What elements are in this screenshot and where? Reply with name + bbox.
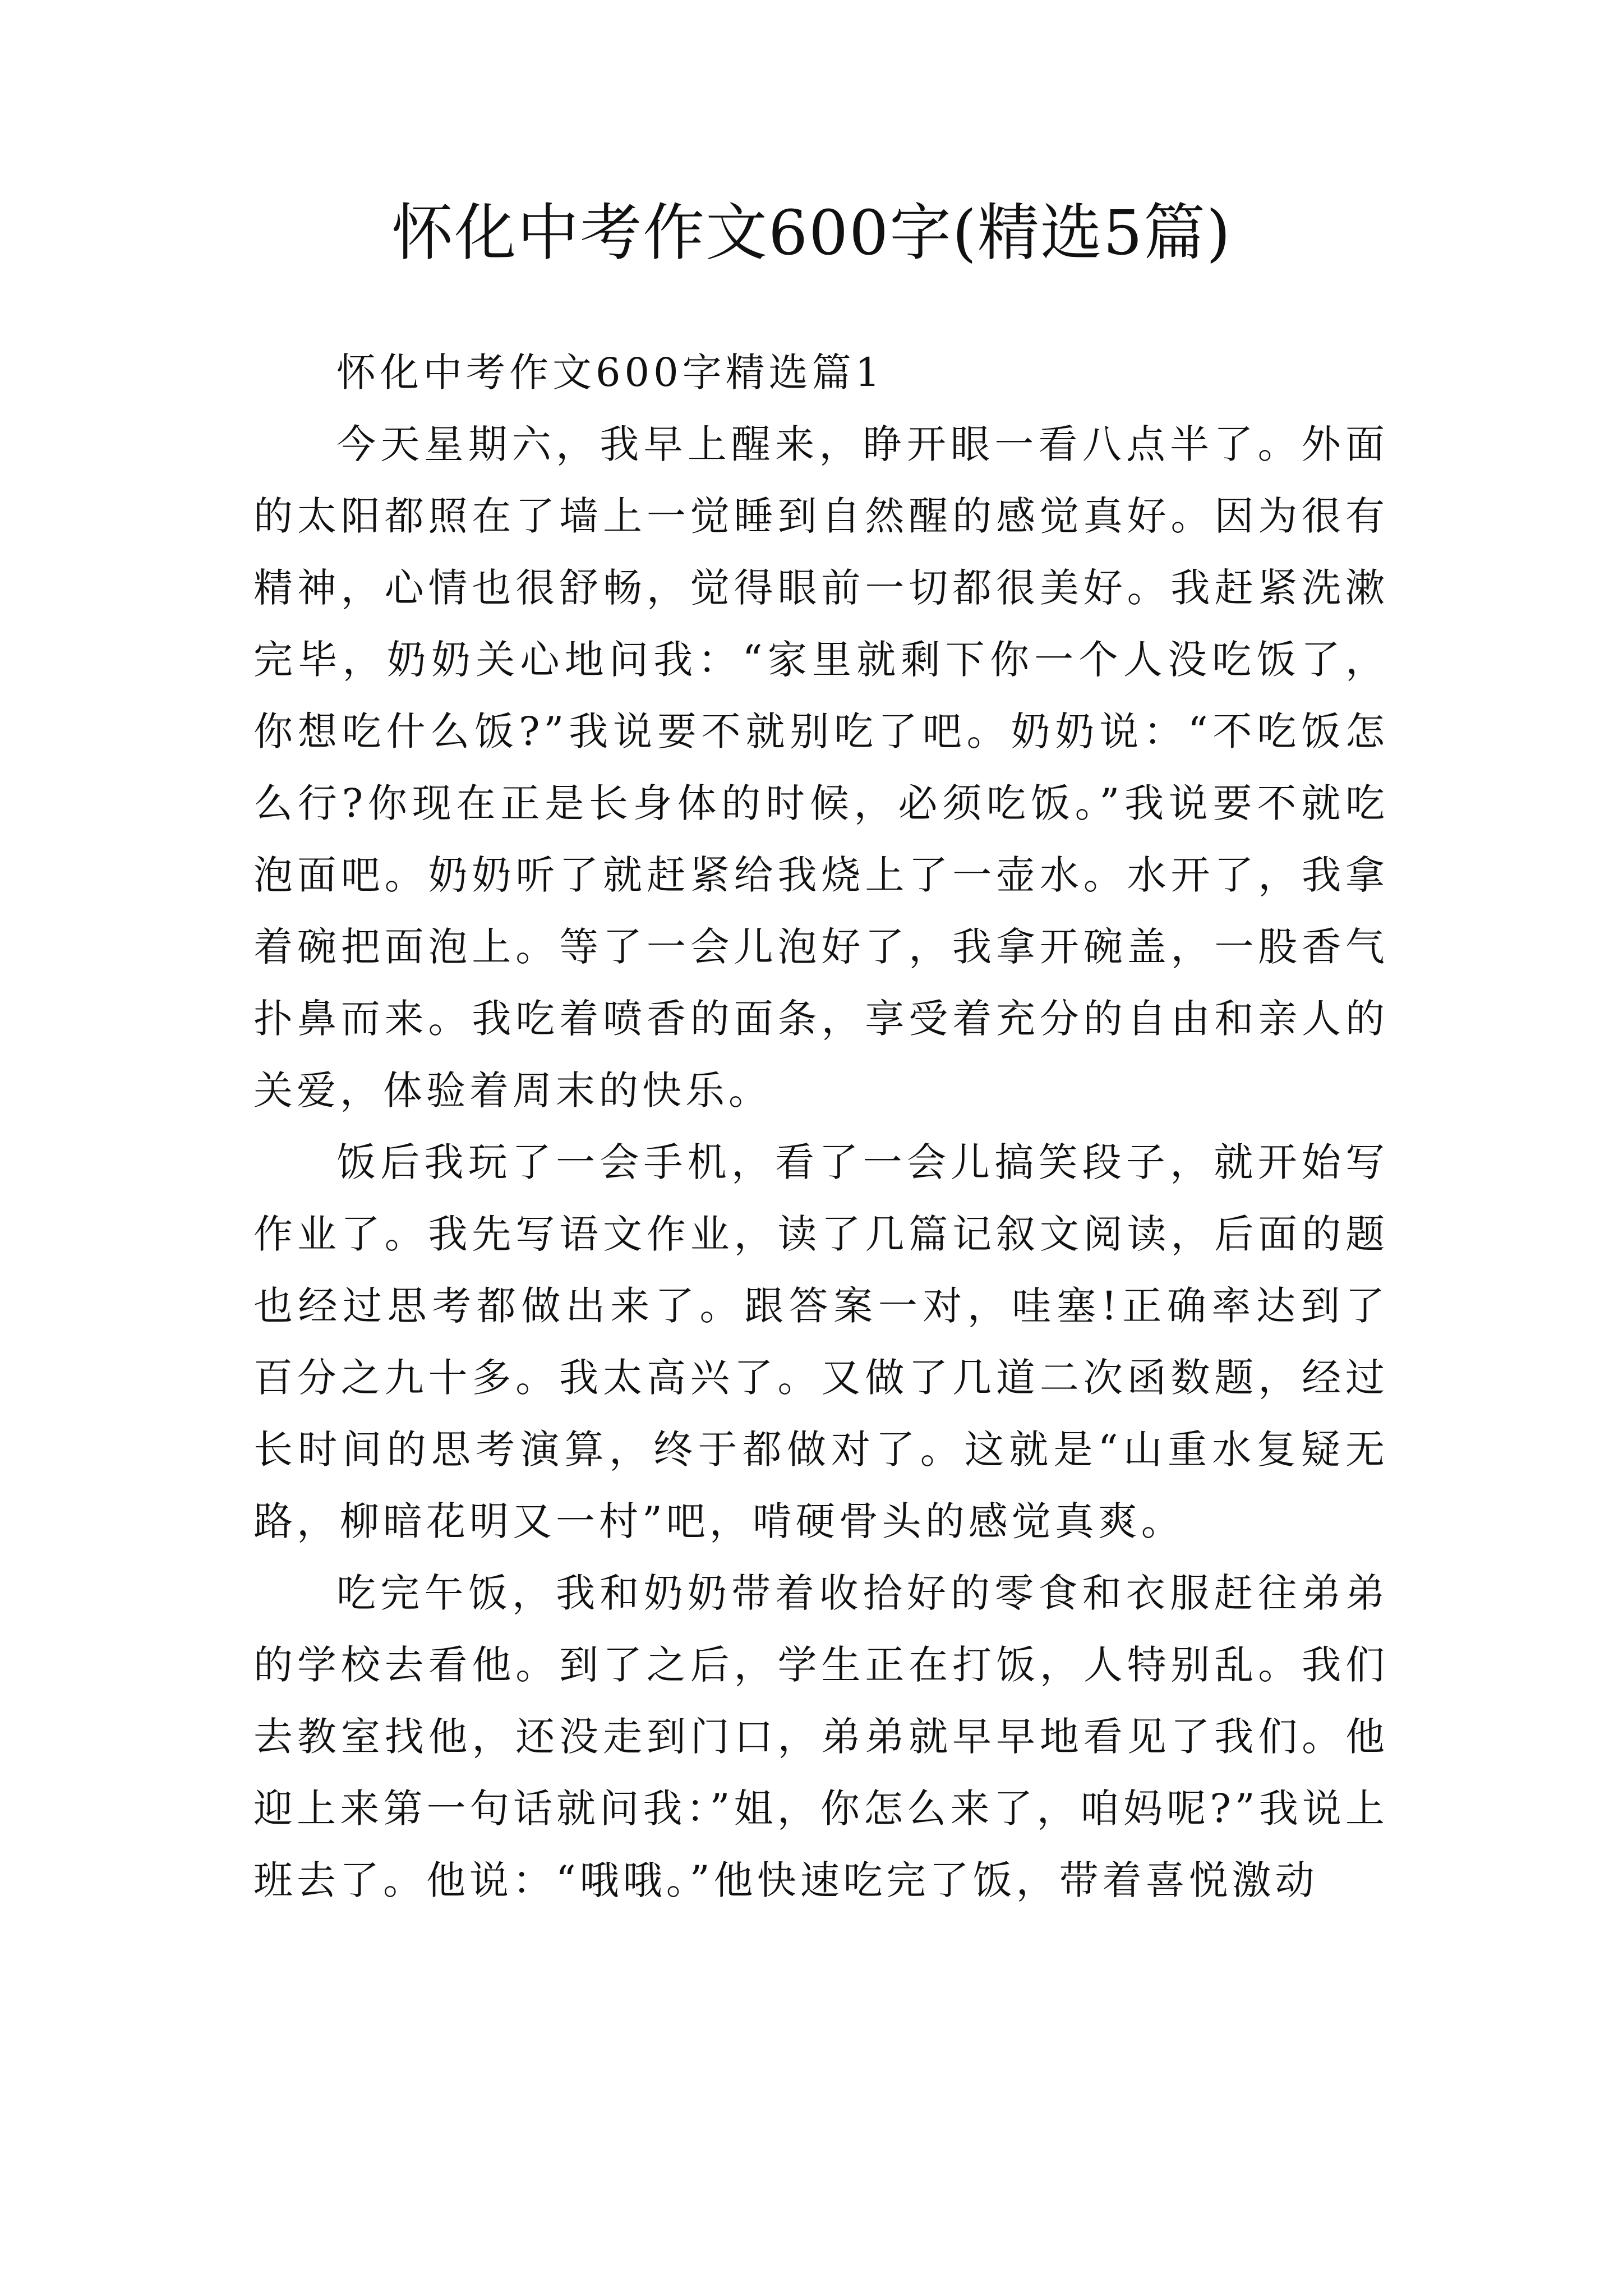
document-title: 怀化中考作文600字(精选5篇) [391, 197, 1232, 269]
paragraph-2: 饭后我玩了一会手机，看了一会儿搞笑段子，就开始写作业了。我先写语文作业，读了几篇记叙文阅读，后面的题也经过思考都做出来了。跟答案一对，哇塞!正确率达到了百分之九十多。我太高兴了。又做了几道二次函数题，经过长时间的思考演算，终于都做对了。这就是“山重水复疑无路，柳暗花明又一村”吧，啃硬骨头的感觉真爽。 [253, 1139, 1389, 1544]
paragraph-3: 吃完午饭，我和奶奶带着收拾好的零食和衣服赶往弟弟的学校去看他。到了之后，学生正在打饭，人特别乱。我们去教室找他，还没走到门口，弟弟就早早地看见了我们。他迎上来第一句话就问我：”姐，你怎么来了，咱妈呢?”我说上班去了。他说：“哦哦。”他快速吃完了饭，带着喜悦激动 [253, 1570, 1389, 1903]
paragraph-1: 今天星期六，我早上醒来，睁开眼一看八点半了。外面的太阳都照在了墙上一觉睡到自然醒的感觉真好。因为很有精神，心情也很舒畅，觉得眼前一切都很美好。我赶紧洗漱完毕，奶奶关心地问我：“家里就剩下你一个人没吃饭了，你想吃什么饭?”我说要不就别吃了吧。奶奶说：“不吃饭怎么行?你现在正是长身体的时候，必须吃饭。”我说要不就吃泡面吧。奶奶听了就赶紧给我烧上了一壶水。水开了，我拿着碗把面泡上。等了一会儿泡好了，我拿开碗盖，一股香气扑鼻而来。我吃着喷香的面条，享受着充分的自由和亲人的关爱，体验着周末的快乐。 [253, 421, 1389, 1114]
section-heading: 怀化中考作文600字精选篇1 [336, 349, 884, 395]
document-body [253, 337, 1389, 1916]
